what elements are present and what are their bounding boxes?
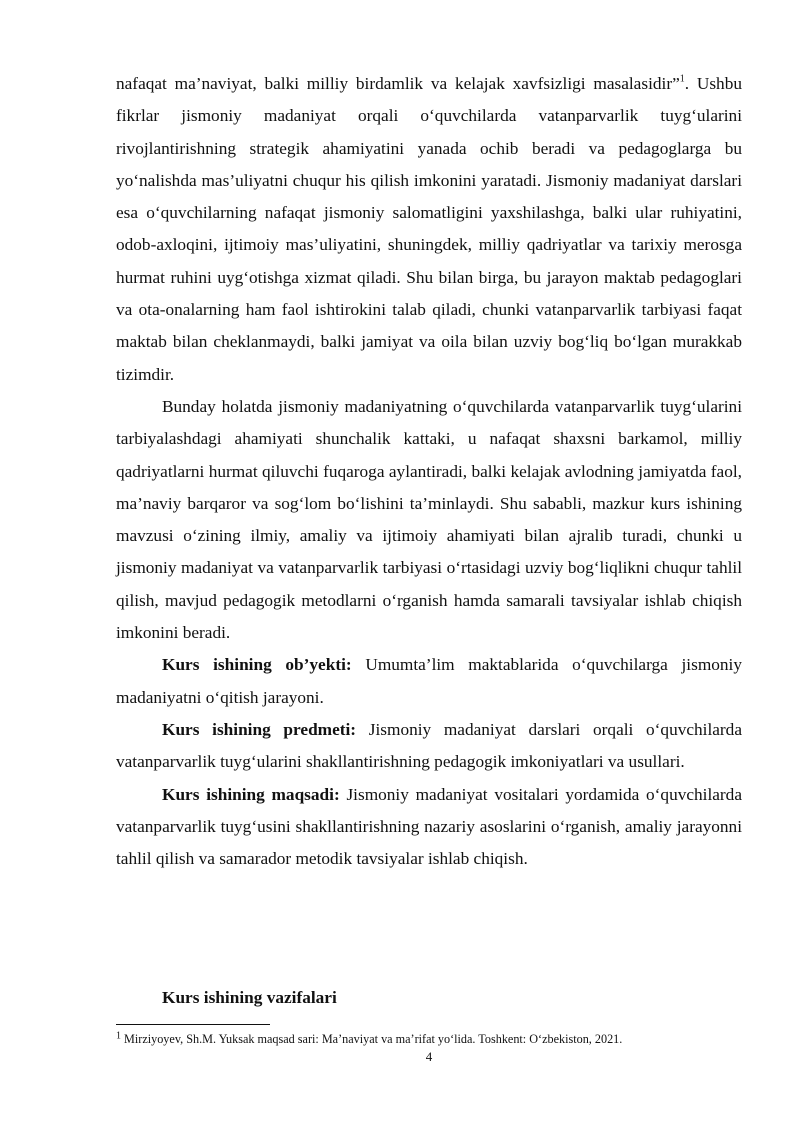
paragraph-2: Bunday holatda jismoniy madaniyatning o‘quvchilarda vatanparvarlik tuyg‘ularini tarbiyalashdagi ahamiyati shunchalik kattaki, u nafaqat shaxsni barkamol, milliy qadriyatlarni hurmat qiluvchi fuqaroga aylantiradi, balki kelajak avlodning jamiyatda faol, ma’naviy barqaror va sog‘lom bo‘lishini ta’minlaydi. Shu sababli, mazkur kurs ishining mavzusi o‘zining ilmiy, amaliy va ijtimoiy ahamiyati bilan ajralib turadi, chunki u jismoniy madaniyat va vatanparvarlik tarbiyasi o‘rtasidagi uzviy bog‘liqlikni chuqur tahlil qilish, mavjud pedagogik metodlarni o‘rganish hamda samarali tavsiyalar ishlab chiqish imkonini beradi. — [116, 396, 742, 643]
object-text: Umumta’lim maktablarida o‘quvchilarga jismoniy madaniyatni o‘qitish jarayoni. — [116, 655, 742, 707]
paragraph-1 — [116, 68, 742, 391]
goal-text: Jismoniy madaniyat vositalari yordamida o‘quvchilarda vatanparvarlik tuyg‘usini shakllantirishning nazariy asoslarini o‘rganish, amaliy jarayonni tahlil qilish va samarador metodik tavsiyalar ishlab chiqish. — [116, 784, 742, 869]
subject-term: Kurs ishining predmeti: — [162, 719, 357, 739]
page-number: 4 — [425, 1049, 433, 1064]
paragraph-goal — [116, 779, 742, 876]
subject-text: Jismoniy madaniyat darslari orqali o‘quvchilarda vatanparvarlik tuyg‘ularini shakllantirishning pedagogik imkoniyatlari va usullari. — [116, 719, 742, 772]
footnote-reference: 1 — [679, 73, 685, 85]
footnote-separator — [116, 1024, 270, 1025]
body-text — [116, 68, 742, 875]
paragraph-object — [116, 649, 742, 714]
footnote — [116, 1031, 756, 1047]
object-term: Kurs ishining ob’yekti: — [162, 655, 352, 675]
footnote-number: 1 — [116, 1030, 121, 1042]
paragraph-subject — [116, 714, 742, 779]
paragraph-1-text-end: . Ushbu fikrlar jismoniy madaniyat orqali o‘quvchilarda vatanparvarlik tuyg‘ularini rivojlantirishning strategik ahamiyatini yanada ochib beradi va pedagoglarga bu yo‘nalishda mas’uliyatni chuqur his qilish imkonini yaratadi. Jismoniy madaniyat darslari esa o‘quvchilarning nafaqat jismoniy salomatligini yaxshilashga, balki ular ruhiyatini, odob-axloqini, ijtimoiy mas’uliyatini, shuningdek, milliy qadriyatlar va tarixiy merosga hurmat ruhini uyg‘otishga xizmat qiladi. Shu bilan birga, bu jarayon maktab pedagoglari va ota-onalarning ham faol ishtirokini talab qiladi, chunki vatanparvarlik tarbiyasi faqat maktab bilan cheklanmaydi, balki jamiyat va oila bilan uzviy bog‘liq bo‘lgan murakkab tizimdir. — [116, 74, 742, 384]
paragraph-1-text: nafaqat ma’naviyat, balki milliy birdamlik va kelajak xavfsizligi masalasidir” — [116, 74, 680, 93]
tasks-heading: Kurs ishining vazifalari — [162, 988, 337, 1007]
footnote-text: Mirziyoyev, Sh.M. Yuksak maqsad sari: Ma’naviyat va ma’rifat yo‘lida. Toshkent: O‘zbekiston, 2021. — [121, 1032, 623, 1046]
goal-term: Kurs ishining maqsadi: — [162, 784, 340, 804]
